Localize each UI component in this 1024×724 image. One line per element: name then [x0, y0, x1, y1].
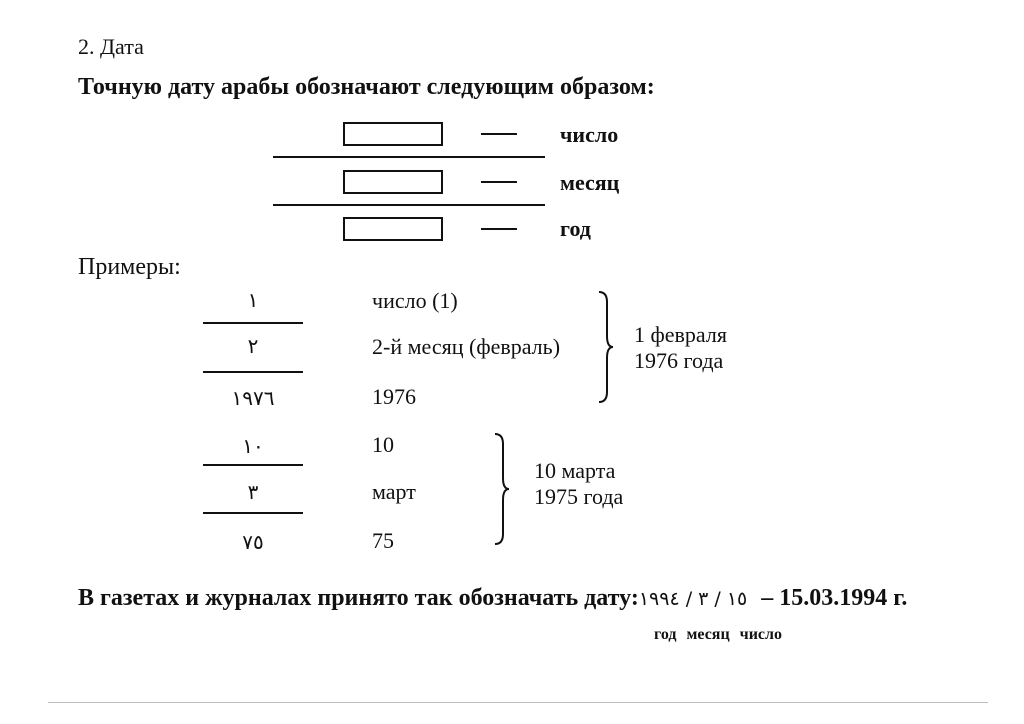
example2-rule-2	[203, 512, 303, 514]
examples-title: Примеры:	[78, 254, 181, 280]
day-dash	[481, 133, 517, 135]
example1-meaning-day: число (1)	[372, 288, 458, 313]
section-heading: 2. Дата	[78, 34, 144, 59]
example2-brace	[492, 432, 510, 546]
legend-day: число	[739, 626, 782, 643]
scheme-rule-2	[273, 204, 545, 206]
example1-rule-1	[203, 322, 303, 324]
newspaper-western-date: 15.03.1994 г.	[779, 585, 908, 611]
example2-arabic-year: ٧٥	[242, 530, 264, 554]
newspaper-text: В газетах и журналах принято так обозначать дату:	[78, 585, 639, 611]
example2-rule-1	[203, 464, 303, 466]
example2-arabic-day: ١٠	[242, 434, 264, 458]
year-box	[343, 217, 443, 241]
scheme-label-year: год	[560, 216, 591, 241]
example1-meaning-year: 1976	[372, 384, 416, 409]
scheme-label-month: месяц	[560, 170, 620, 195]
newspaper-line	[78, 585, 907, 612]
example1-rule-2	[203, 371, 303, 373]
example1-meaning-month: 2-й месяц (февраль)	[372, 334, 561, 359]
legend-month: месяц	[686, 626, 730, 643]
month-dash	[481, 181, 517, 183]
newspaper-dash: –	[761, 585, 774, 611]
example1-result-line2: 1976 года	[634, 348, 724, 373]
example2-meaning-day: 10	[372, 432, 394, 457]
footer-divider	[48, 702, 988, 703]
scheme-rule-1	[273, 156, 545, 158]
day-box	[343, 122, 443, 146]
example1-result-line1: 1 февраля	[634, 322, 727, 347]
example1-arabic-day: ١	[247, 288, 259, 312]
date-legend	[654, 626, 782, 644]
example2-result-line1: 10 марта	[534, 458, 616, 483]
example2-arabic-month: ٣	[247, 480, 259, 504]
year-dash	[481, 228, 517, 230]
example1-arabic-month: ٢	[247, 334, 259, 358]
newspaper-arabic-date: ١٩٩٤ / ٣ / ١٥	[638, 588, 748, 610]
scheme-label-day: число	[560, 122, 619, 147]
example1-brace	[596, 290, 614, 404]
example2-meaning-year: 75	[372, 528, 394, 553]
intro-text: Точную дату арабы обозначают следующим образом:	[78, 74, 655, 100]
month-box	[343, 170, 443, 194]
example1-arabic-year: ١٩٧٦	[231, 386, 275, 410]
legend-year: год	[654, 626, 677, 643]
example2-meaning-month: март	[372, 479, 416, 504]
example2-result-line2: 1975 года	[534, 484, 624, 509]
